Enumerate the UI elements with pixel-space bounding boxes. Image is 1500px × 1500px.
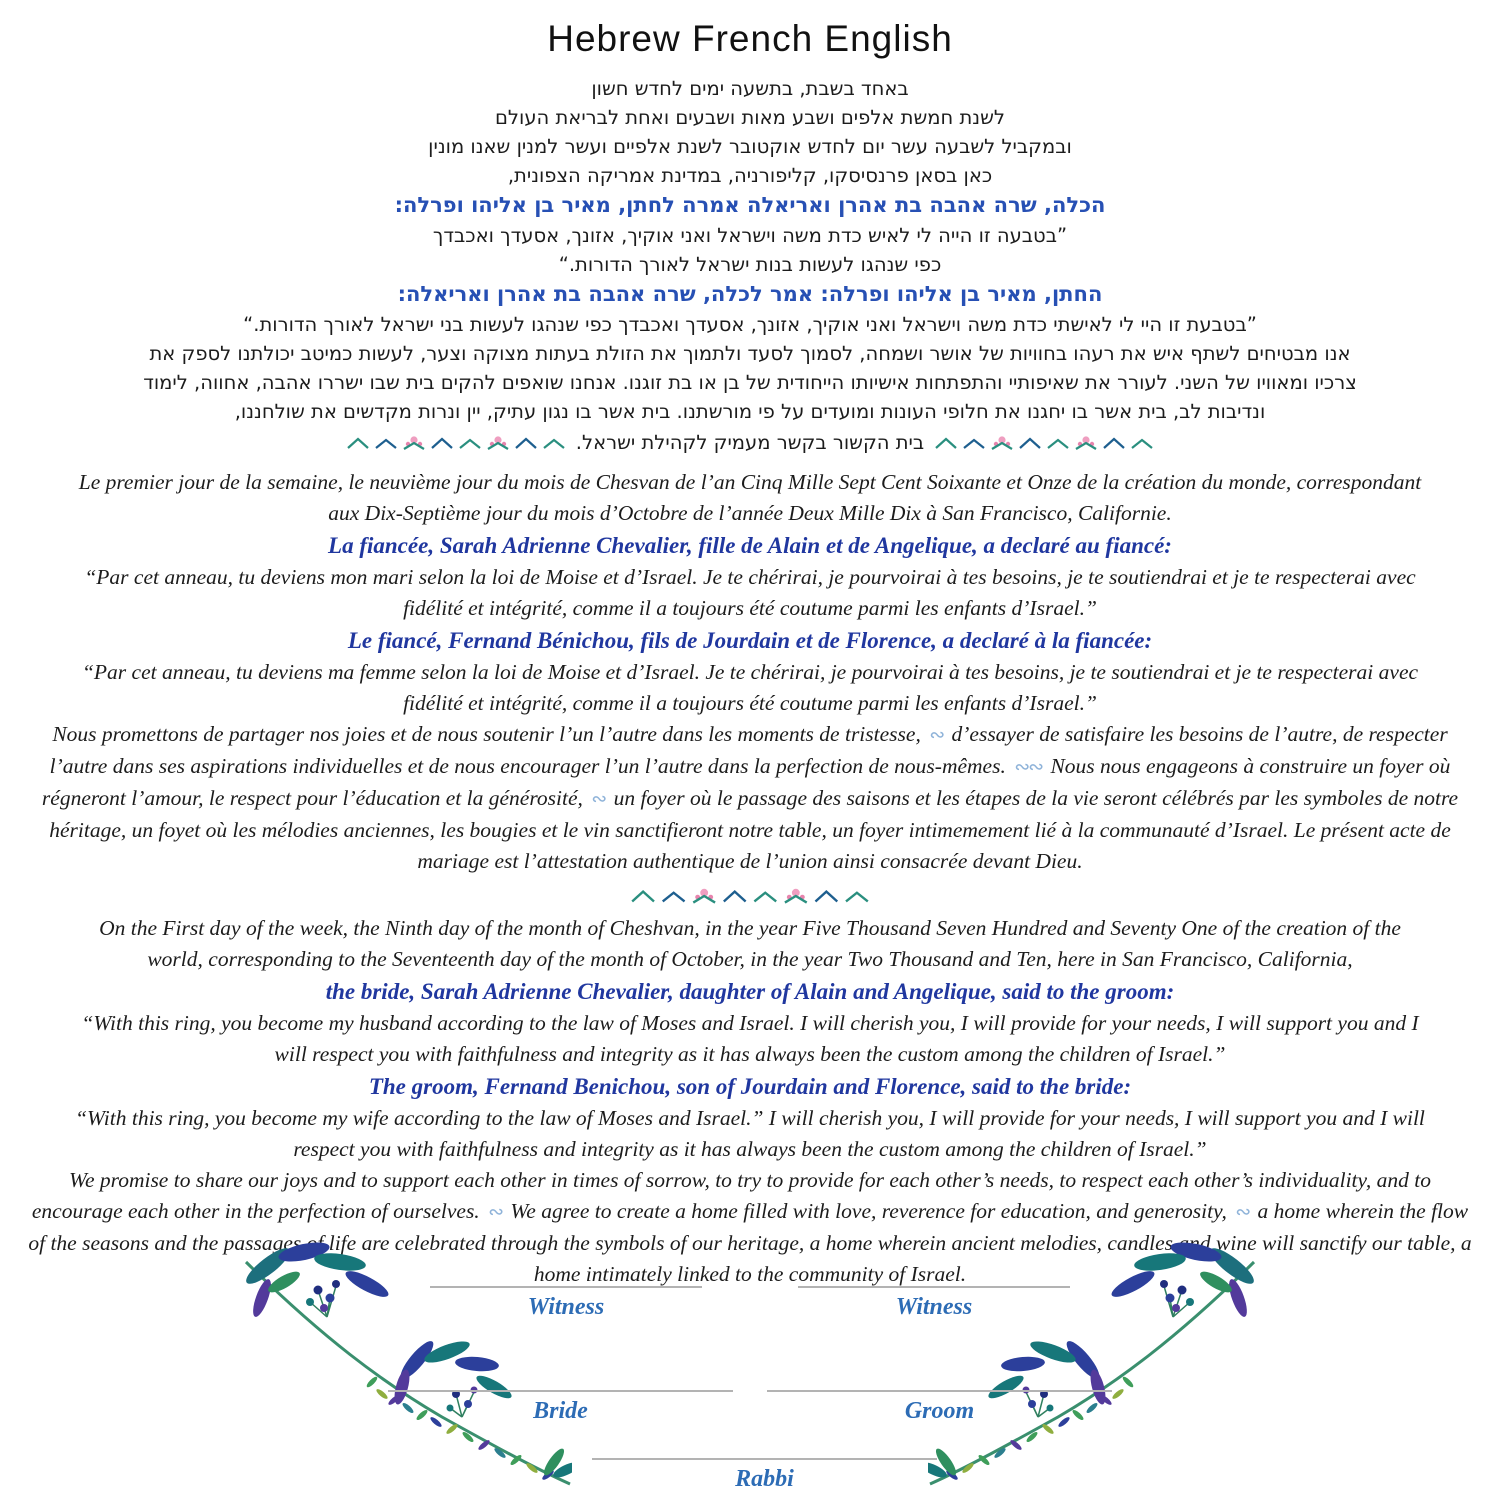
vine-flower-ornament-icon xyxy=(630,887,870,905)
flourish-ornament-icon: ∾∾ xyxy=(1014,756,1043,778)
rabbi-label: Rabbi xyxy=(735,1466,794,1492)
hebrew-date-line: באחד בשבת, בתשעה ימים לחדש חשון xyxy=(591,77,909,100)
hebrew-year-line: לשנת חמשת אלפים ושבע מאות ושבעים ואחת לבריאת העולם xyxy=(494,106,1005,129)
french-promise-part: Nous promettons de partager nos joies et de nous soutenir l’un l’autre dans les moments de tristesse, xyxy=(52,722,921,746)
hebrew-promise-line: ונדיבות לב, בית אשר בו יחגנו את חלופי העונות ומועדים על פי מורשתנו. בית אשר בו נגון עתיק, יין ונרות מקדשים את שולחננו, xyxy=(234,400,1266,423)
vine-flower-ornament-icon xyxy=(934,434,1154,452)
french-intro: Le premier jour de la semaine, le neuvième jour du mois de Chesvan de l’an Cinq Mille Sept Cent Soixante et Onze de la création du monde, correspondant aux Dix-Septième jour du mois d’Octobre de l’année Deux Mille Dix à San Francisco, Californie. xyxy=(78,470,1422,525)
english-groom-vow: “With this ring, you become my wife according to the law of Moses and Israel.” I will cherish you, I will provide for your needs, I will support you and I will respect you with faithfulness and integrity as it has always been the custom among the children of Israel.” xyxy=(75,1106,1425,1161)
english-bride-heading: the bride, Sarah Adrienne Chevalier, daughter of Alain and Angelique, said to the groom: xyxy=(325,979,1175,1004)
french-section xyxy=(0,467,1500,877)
french-promise-paragraph xyxy=(28,719,1473,877)
french-groom-vow: “Par cet anneau, tu deviens ma femme selon la loi de Moise et d’Israel. Je te chérirai, je pourvoirai à tes besoins, je te soutiendrai et je te respecterai avec fidélité et intégrité, comme il a toujours été coutume parmi les enfants d’Israel.” xyxy=(81,660,1419,715)
hebrew-community-line: בית הקשור בקשר מעמיק לקהילת ישראל. xyxy=(575,431,925,454)
bride-signature-line xyxy=(388,1390,733,1392)
groom-label: Groom xyxy=(904,1398,975,1424)
hebrew-bride-heading: הכלה, שרה אהבה בת אהרן ואריאלה אמרה לחתן, מאיר בן אליהו ופרלה: xyxy=(394,193,1106,217)
french-bride-vow: “Par cet anneau, tu deviens mon mari selon la loi de Moise et d’Israel. Je te chérirai, je pourvoirai à tes besoins, je te soutiendrai et je te respecterai avec fidélité et intégrité, comme il a toujours été coutume parmi les enfants d’Israel.” xyxy=(84,565,1416,620)
hebrew-section xyxy=(0,74,1500,457)
hebrew-groom-heading: החתן, מאיר בן אליהו ופרלה: אמר לכלה, שרה אהבה בת אהרן ואריאלה: xyxy=(397,282,1103,306)
vine-flower-ornament-icon xyxy=(346,434,566,452)
english-promise-part: a home wherein the flow of the seasons and the passages of life are celebrated through the symbols of our heritage, a home wherein ancient melodies, candles and wine will sanctify our table, a home intimately linked to the community of Israel. xyxy=(28,1199,1472,1286)
witness-left-signature-line xyxy=(430,1286,702,1288)
french-promise-part: Nous nous engageons à construire un foyer où régneront l’amour, le respect pour l’éducation et la générosité, xyxy=(41,754,1451,810)
flourish-ornament-icon: ∾ xyxy=(488,1201,502,1223)
groom-signature-line xyxy=(767,1390,1112,1392)
flourish-ornament-icon: ∾ xyxy=(591,788,606,810)
flourish-ornament-icon: ∾ xyxy=(929,724,944,746)
french-promise-part: d’essayer de satisfaire les besoins de l’autre, de respecter l’autre dans ses aspirations individuelles et de nous encourager l’un l’autre dans la perfection de nous-mêmes. xyxy=(49,722,1448,778)
french-groom-heading: Le fiancé, Fernand Bénichou, fils de Jourdain et de Florence, a declaré à la fiancée: xyxy=(347,628,1153,653)
hebrew-place-line: כאן בסאן פרנסיסקו, קליפורניה, במדינת אמריקה הצפונית, xyxy=(507,164,993,187)
laurel-branch-left-icon xyxy=(232,1232,572,1500)
laurel-branch-right-icon xyxy=(928,1232,1268,1500)
bride-label: Bride xyxy=(533,1398,588,1424)
flourish-ornament-icon: ∾ xyxy=(1235,1201,1250,1223)
hebrew-community-row xyxy=(0,428,1500,457)
witness-right-label: Witness xyxy=(895,1294,973,1320)
english-intro: On the First day of the week, the Ninth day of the month of Cheshvan, in the year Five Thousand Seven Hundred and Seventy One of the creation of the world, corresponding to the Seventeenth day of the month of October, in the year Two Thousand and Ten, here in San Francisco, California, xyxy=(99,916,1401,971)
witness-left-label: Witness xyxy=(527,1294,605,1320)
english-promise-part: We promise to share our joys and to support each other in times of sorrow, to try to provide for each other’s needs, to respect each other’s individuality, and to encourage each other in the perfection of ourselves. xyxy=(31,1168,1431,1223)
english-promise-part: We agree to create a home filled with love, reverence for education, and generosity, xyxy=(510,1199,1227,1223)
french-bride-heading: La fiancée, Sarah Adrienne Chevalier, fille de Alain et de Angelique, a declaré au fiancé: xyxy=(328,533,1172,558)
english-groom-heading: The groom, Fernand Benichou, son of Jourdain and Florence, said to the bride: xyxy=(368,1074,1132,1099)
page-title: Hebrew French English xyxy=(547,18,953,59)
hebrew-promise-line: צרכיו ומאוויו של השני. לעורר את שאיפותיי והתפתחות אישיותו הייחודית של בן או בת זוגנו. אנחנו שואפים להקים בית שבו ישררו אהבה, אחווה, לימוד xyxy=(143,371,1357,394)
witness-right-signature-line xyxy=(798,1286,1070,1288)
hebrew-promise-line: אנו מבטיחים לשתף איש את רעהו בחוויות של אושר ושמחה, לסמוך לסעד ולתמוך את הזולת בעתות מצוקה וצער, לעשות כמיטב יכולתנו לספק את xyxy=(149,342,1351,365)
rabbi-signature-line xyxy=(592,1458,937,1460)
signature-area xyxy=(0,1212,1500,1500)
english-bride-vow: “With this ring, you become my husband according to the law of Moses and Israel. I will cherish you, I will provide for your needs, I will support you and I will respect you with faithfulness and integrity as it has always been the custom among the children of Israel.” xyxy=(81,1011,1419,1066)
french-promise-part: un foyer où le passage des saisons et les étapes de la vie seront célébrés par les symboles de notre héritage, un foyet où les mélodies anciennes, les bougies et le vin sanctifieront notre table, un foyer intimemement lié à la communauté d’Israel. Le présent acte de mariage est l’attestation authentique de l’union ainsi consacrée devant Dieu. xyxy=(49,786,1459,873)
hebrew-civil-date-line: ובמקביל לשבעה עשר יום לחדש אוקטובר לשנת אלפיים ועשר למנין שאנו מונין xyxy=(428,135,1072,158)
hebrew-bride-vow-line: כפי שנהגו לעשות בנות ישראל לאורך הדורות.“ xyxy=(558,253,942,276)
hebrew-groom-vow: ”בטבעת זו היי לי לאישתי כדת משה וישראל ואני אוקיך, אזונך, אסעדך ואכבדך כפי שנהגו לעשות בני ישראל לאורך הדורות.“ xyxy=(243,313,1257,336)
hebrew-bride-vow-line: ”בטבעה זו הייה לי לאיש כדת משה וישראל ואני אוקיך, אזונך, אסעדך ואכבדך xyxy=(432,224,1068,247)
section-divider xyxy=(0,887,1500,905)
